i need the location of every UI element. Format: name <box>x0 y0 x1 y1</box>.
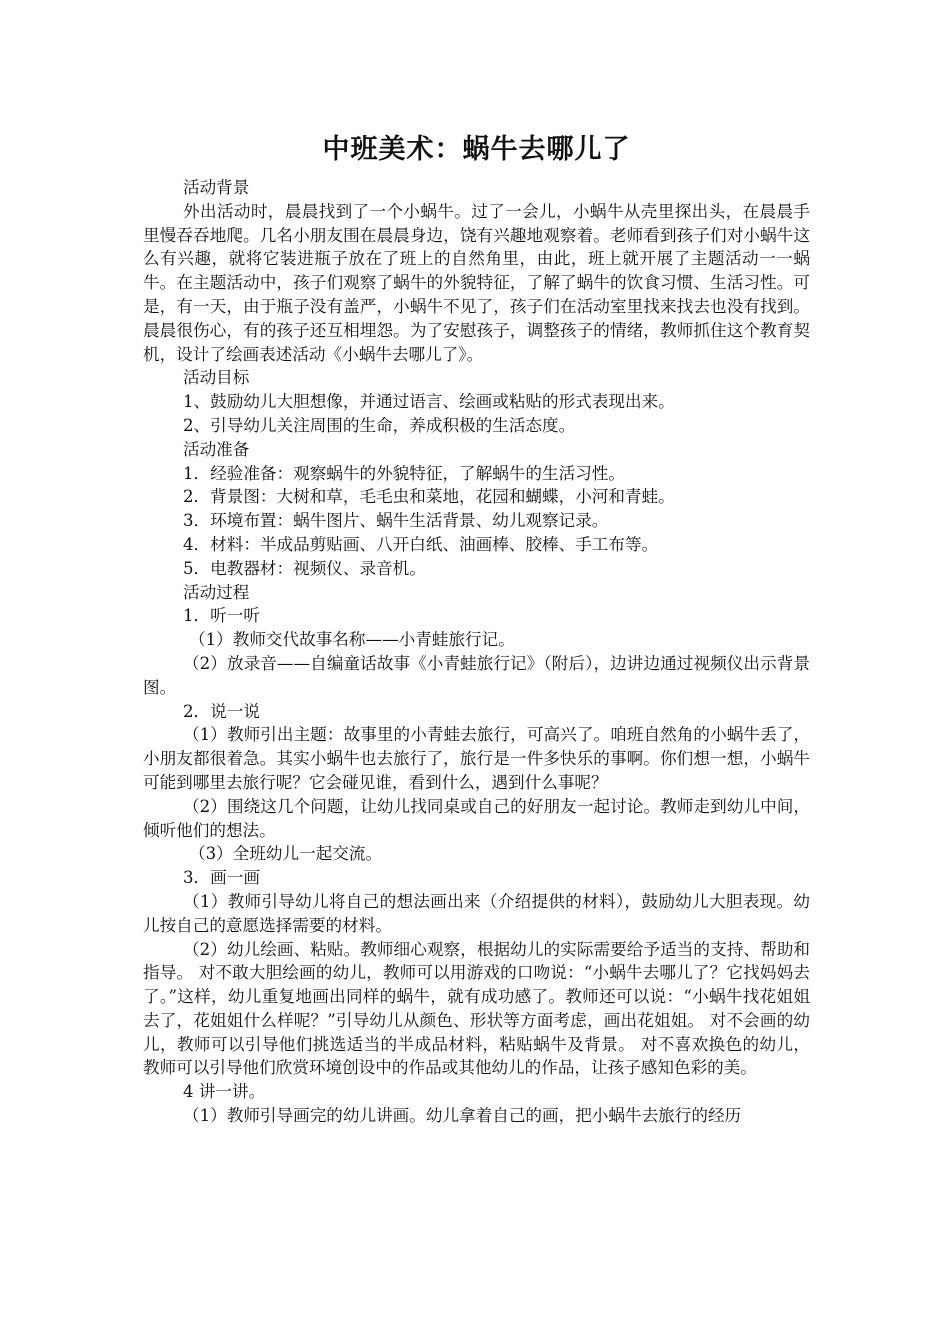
paragraph: 3．环境布置：蜗牛图片、蜗牛生活背景、幼儿观察记录。 <box>183 511 609 531</box>
paragraph: （2）围绕这几个问题，让幼儿找同桌或自己的好朋友一起讨论。教师走到幼儿中间，倾听他们的想法。 <box>143 796 810 840</box>
paragraph: 4．材料：半成品剪贴画、八开白纸、油画棒、胶棒、手工布等。 <box>183 534 659 554</box>
paragraph: 4 讲一讲。 <box>183 1082 266 1102</box>
paragraph: 2、引导幼儿关注周围的生命，养成积极的生活态度。 <box>183 415 576 435</box>
paragraph: （1）教师引导画完的幼儿讲画。幼儿拿着自己的画，把小蜗牛去旅行的经历 <box>183 1106 742 1126</box>
paragraph: （1）教师引出主题：故事里的小青蛙去旅行，可高兴了。咱班自然角的小蜗牛丢了，小朋友都很着急。其实小蜗牛也去旅行了，旅行是一件多快乐的事啊。你们想一想，小蜗牛可能到哪里去旅行呢？它会碰见谁，看到什么，遇到什么事呢？ <box>143 725 810 792</box>
paragraph: 2．说一说 <box>183 701 260 721</box>
paragraph: 1．听一听 <box>183 606 260 626</box>
paragraph: （1）教师交代故事名称——小青蛙旅行记。 <box>189 630 515 650</box>
paragraph: 1．经验准备：观察蜗牛的外貌特征，了解蜗牛的生活习性。 <box>183 463 625 483</box>
paragraph: （2）幼儿绘画、粘贴。教师细心观察，根据幼儿的实际需要给予适当的支持、帮助和指导。 对不敢大胆绘画的幼儿，教师可以用游戏的口吻说：“小蜗牛去哪儿了？它找妈妈去了。”这样，幼儿重复地画出同样的蜗牛，就有成功感了。教师还可以说：“小蜗牛找花姐姐去了，花姐姐什么样呢？”引导幼儿从颜色、形状等方面考虑，画出花姐姐。 对不会画的幼儿，教师可以引导他们挑选适当的半成品材料，粘贴蜗牛及背景。 对不喜欢换色的幼儿，教师可以引导他们欣赏环境创设中的作品或其他幼儿的作品，让孩子感知色彩的美。 <box>143 939 810 1078</box>
paragraph: （1）教师引导幼儿将自己的想法画出来（介绍提供的材料），鼓励幼儿大胆表现。幼儿按自己的意愿选择需要的材料。 <box>143 891 810 935</box>
paragraph: 5．电教器材：视频仪、录音机。 <box>183 558 426 578</box>
paragraph: （3）全班幼儿一起交流。 <box>189 844 383 864</box>
document-body <box>143 128 810 1128</box>
paragraph: 活动背景 <box>183 178 250 197</box>
paragraph: 1、鼓励幼儿大胆想像，并通过语言、绘画或粘贴的形式表现出来。 <box>183 392 675 412</box>
paragraph-list <box>143 176 810 1128</box>
paragraph: 活动准备 <box>183 439 250 459</box>
document-title: 中班美术：蜗牛去哪儿了 <box>322 134 631 165</box>
paragraph: 活动过程 <box>183 582 250 602</box>
paragraph: 3．画一画 <box>183 868 260 888</box>
paragraph: 外出活动时，晨晨找到了一个小蜗牛。过了一会儿，小蜗牛从壳里探出头，在晨晨手里慢吞吞地爬。几名小朋友围在晨晨身边，饶有兴趣地观察着。老师看到孩子们对小蜗牛这么有兴趣，就将它装进瓶子放在了班上的自然角里，由此，班上就开展了主题活动一一蜗牛。在主题活动中，孩子们观察了蜗牛的外貌特征，了解了蜗牛的饮食习惯、生活习性。可是，有一天，由于瓶子没有盖严，小蜗牛不见了，孩子们在活动室里找来找去也没有找到。晨晨很伤心，有的孩子还互相埋怨。为了安慰孩子，调整孩子的情绪，教师抓住这个教育契机，设计了绘画表述活动《小蜗牛去哪儿了》。 <box>143 201 810 364</box>
paragraph: （2）放录音——自编童话故事《小青蛙旅行记》（附后），边讲边通过视频仪出示背景图。 <box>143 653 810 697</box>
paragraph: 活动目标 <box>183 368 250 388</box>
paragraph: 2．背景图：大树和草，毛毛虫和菜地，花园和蝴蝶，小河和青蛙。 <box>183 487 675 507</box>
